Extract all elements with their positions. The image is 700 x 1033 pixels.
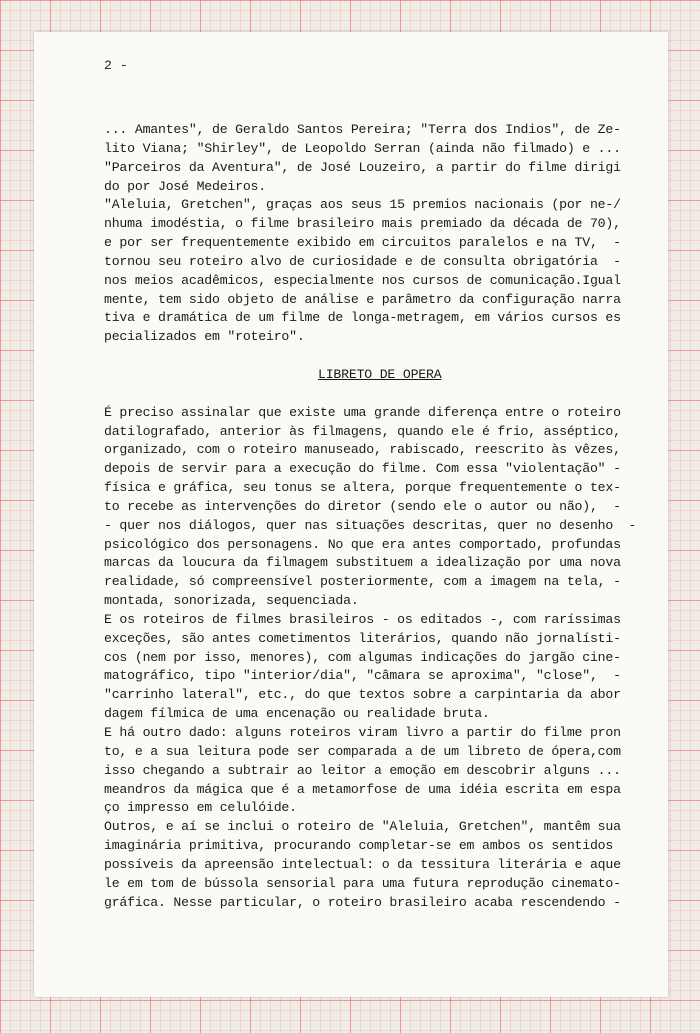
text-line: ço impresso em celulóide. xyxy=(104,800,297,816)
text-line: exceções, são antes cometimentos literários, quando não jornalísti- xyxy=(104,630,621,646)
text-line: dagem fílmica de uma encenação ou realidade bruta. xyxy=(104,706,490,722)
text-line: ... Amantes", de Geraldo Santos Pereira; "Terra dos Indios", de Ze- xyxy=(104,122,621,137)
text-line: "carrinho lateral", etc., do que textos sobre a carpintaria da abor xyxy=(104,687,621,703)
text-line: matográfico, tipo "interior/dia", "câmara se aproxima", "close", - xyxy=(104,668,621,684)
text-line: to recebe as intervenções do diretor (sendo ele o autor ou não), - xyxy=(104,498,621,514)
text-line: depois de servir para a execução do filme. Com essa "violentação" - xyxy=(104,461,621,477)
text-line: gráfica. Nesse particular, o roteiro brasileiro acaba rescendendo - xyxy=(104,894,621,910)
text-line: montada, sonorizada, sequenciada. xyxy=(104,593,359,609)
text-line: do por José Medeiros. xyxy=(104,178,266,194)
text-line: realidade, só compreensível posteriormente, com a imagem na tela, - xyxy=(104,574,621,590)
text-line: física e gráfica, seu tonus se altera, porque frequentemente o tex- xyxy=(104,480,621,496)
text-line: cos (nem por isso, menores), com algumas indicações do jargão cine- xyxy=(104,649,621,665)
text-line: possíveis da apreensão intelectual: o da tessitura literária e aque xyxy=(104,856,621,872)
text-line: marcas da loucura da filmagem substituem a idealização por uma nova xyxy=(104,555,621,571)
text-line: psicológico dos personagens. No que era antes comportado, profundas xyxy=(104,536,621,552)
section-heading-text: LIBRETO DE OPERA xyxy=(318,366,442,382)
text-line: mente, tem sido objeto de análise e parâmetro da configuração narra xyxy=(104,291,621,307)
page-number: 2 - xyxy=(104,58,128,73)
text-line: isso chegando a subtrair ao leitor a emoção em descobrir alguns ... xyxy=(104,762,621,778)
text-line: E há outro dado: alguns roteiros viram livro a partir do filme pron xyxy=(104,725,621,740)
text-line: pecializados em "roteiro". xyxy=(104,329,305,345)
text-line: "Parceiros da Aventura", de José Louzeiro, a partir do filme dirigi xyxy=(104,159,621,175)
text-line: to, e a sua leitura pode ser comparada a de um libreto de ópera,com xyxy=(104,743,621,759)
text-line: meandros da mágica que é a metamorfose de uma idéia escrita em espa xyxy=(104,781,621,797)
text-line: É preciso assinalar que existe uma grande diferença entre o roteiro xyxy=(104,404,621,420)
text-line: le em tom de bússola sensorial para uma futura reprodução cinemato- xyxy=(104,875,621,891)
text-line: Outros, e aí se inclui o roteiro de "Aleluia, Gretchen", mantêm sua xyxy=(104,819,621,835)
document-body xyxy=(104,121,652,912)
section-heading xyxy=(104,366,652,385)
text-line: lito Viana; "Shirley", de Leopoldo Serran (ainda não filmado) e ... xyxy=(104,140,621,156)
text-line: E os roteiros de filmes brasileiros - os editados -, com raríssimas xyxy=(104,611,621,627)
paragraph-main xyxy=(104,404,652,913)
text-line: nhuma imodéstia, o filme brasileiro mais premiado da década de 70), xyxy=(104,216,621,232)
text-line: - quer nos diálogos, quer nas situações descritas, quer no desenho - xyxy=(104,517,637,533)
paragraph-intro xyxy=(104,121,652,347)
text-line: tornou seu roteiro alvo de curiosidade e de consulta obrigatória - xyxy=(104,253,621,269)
text-line: e por ser frequentemente exibido em circuitos paralelos e na TV, - xyxy=(104,235,621,251)
text-line: imaginária primitiva, procurando completar-se em ambos os sentidos xyxy=(104,838,614,854)
text-line: nos meios acadêmicos, especialmente nos cursos de comunicação.Igual xyxy=(104,272,621,288)
text-line: organizado, com o roteiro manuseado, rabiscado, reescrito às vêzes, xyxy=(104,442,621,458)
text-line: "Aleluia, Gretchen", graças aos seus 15 premios nacionais (por ne-/ xyxy=(104,197,621,213)
text-line: tiva e dramática de um filme de longa-metragem, em vários cursos es xyxy=(104,310,621,326)
text-line: datilografado, anterior às filmagens, quando ele é frio, asséptico, xyxy=(104,423,621,439)
